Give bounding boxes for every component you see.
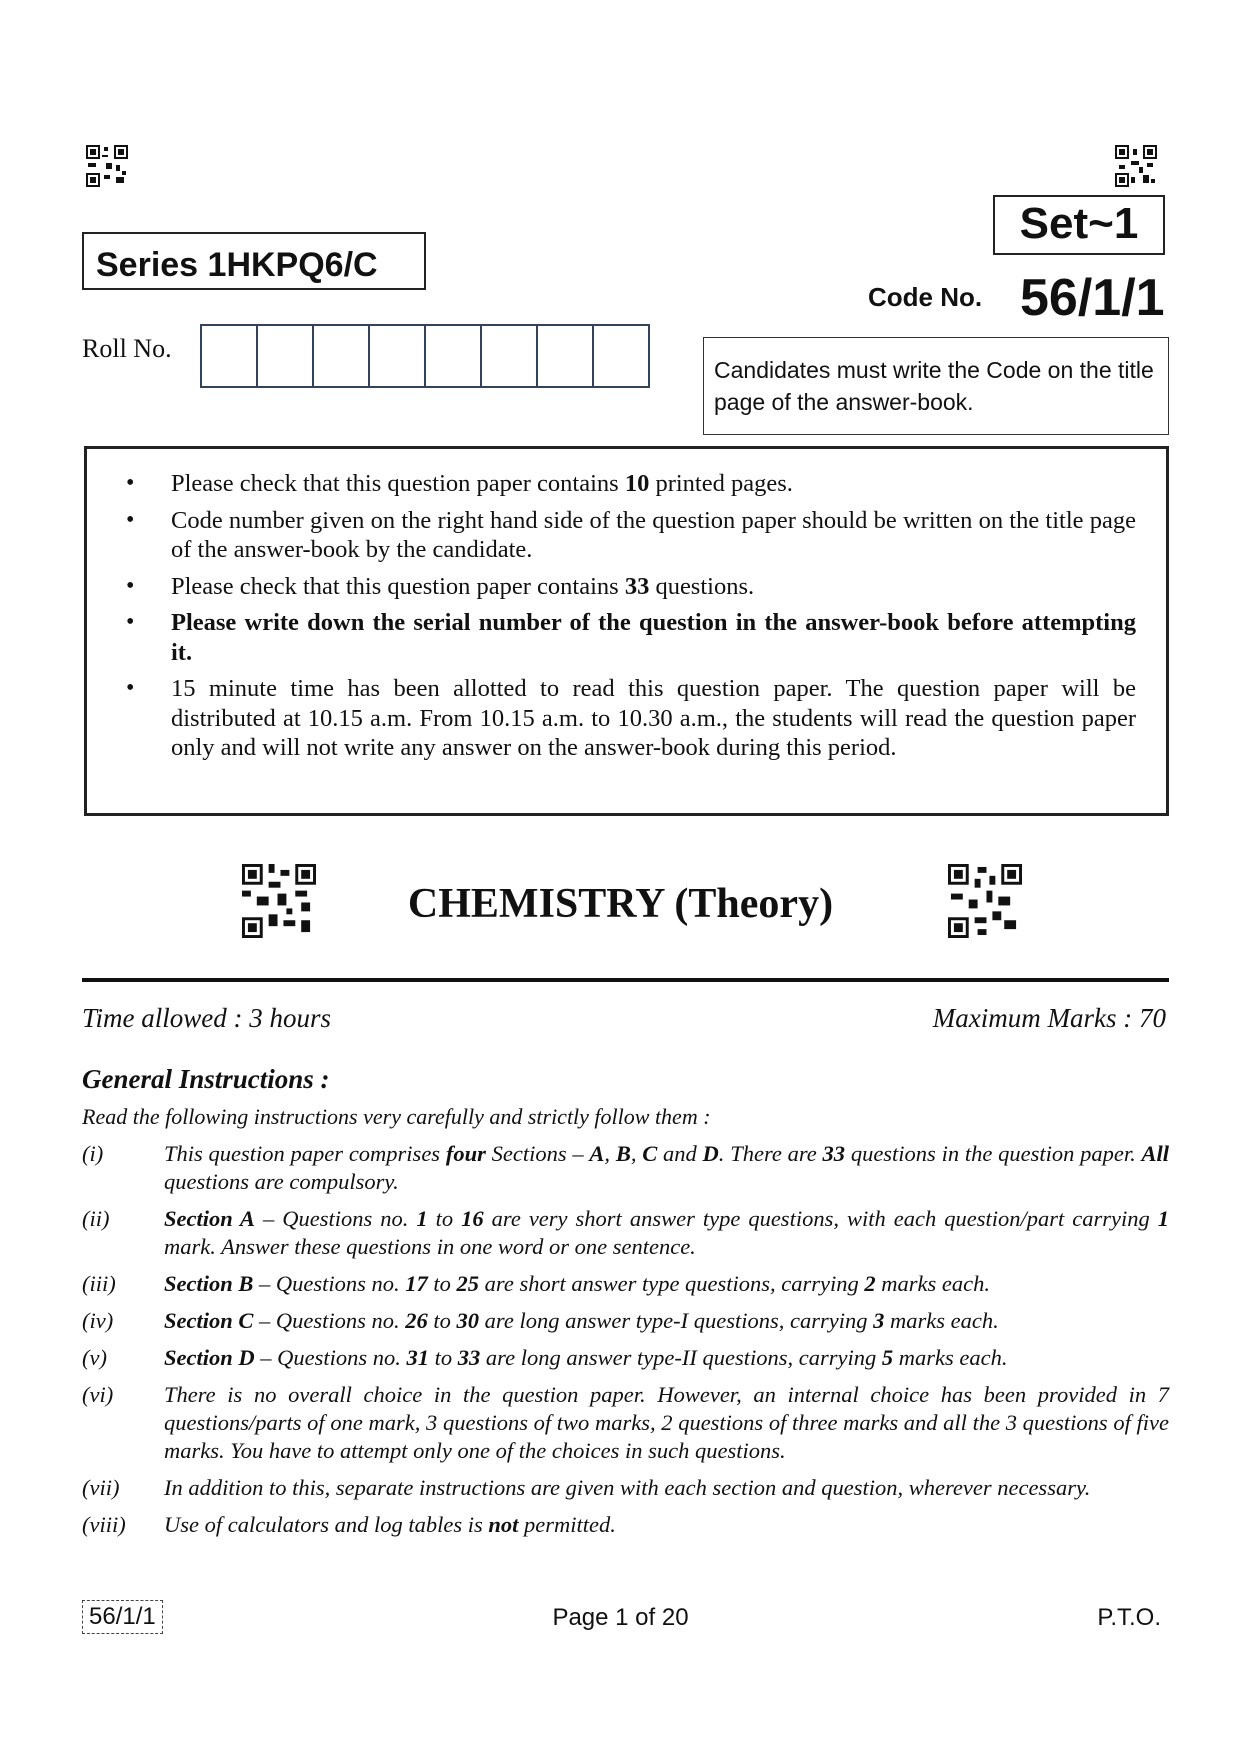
roll-number-box[interactable] (426, 326, 482, 386)
footer-code: 56/1/1 (82, 1600, 163, 1634)
checklist-item: • Please check that this question paper contains 33 questions. (171, 572, 1136, 602)
instruction-item (82, 1344, 1169, 1372)
time-allowed: Time allowed : 3 hours (82, 1003, 332, 1033)
checklist-item: • Please check that this question paper contains 10 printed pages. (171, 469, 1136, 499)
instruction-text: Section D – Questions no. 31 to 33 are long answer type-II questions, carrying 5 marks each. (164, 1345, 1008, 1370)
roll-label: Roll No. (82, 334, 172, 363)
roll-number-box[interactable] (370, 326, 426, 386)
instruction-number: (ii) (82, 1206, 110, 1231)
qr-code-subject-right (948, 864, 1022, 938)
qr-code-top-right (1115, 145, 1157, 187)
instruction-number: (vii) (82, 1475, 120, 1500)
qr-code-top-left (86, 145, 128, 187)
set-label: Set~1 (993, 195, 1165, 255)
subject-title: CHEMISTRY (Theory) (407, 881, 834, 927)
instruction-item (82, 1205, 1169, 1261)
roll-number-box[interactable] (594, 326, 648, 386)
instruction-text: Section C – Questions no. 26 to 30 are long answer type-I questions, carrying 3 marks each. (164, 1308, 999, 1333)
roll-number-boxes[interactable] (200, 324, 650, 388)
instruction-text: Section B – Questions no. 17 to 25 are short answer type questions, carrying 2 marks each. (164, 1271, 991, 1296)
instruction-number: (viii) (82, 1512, 126, 1537)
instruction-item (82, 1270, 1169, 1298)
instruction-number: (iii) (82, 1271, 116, 1296)
checklist-item: • Code number given on the right hand side of the question paper should be written on the title page of the answer-book by the candidate. (171, 506, 1136, 565)
checklist-item: • Please write down the serial number of the question in the answer-book before attempting it. (171, 608, 1136, 667)
instruction-text: This question paper comprises four Sections – A, B, C and D. There are 33 questions in the question paper. All questions are compulsory. (164, 1141, 1170, 1194)
page-number: Page 1 of 20 (552, 1604, 689, 1631)
checklist-item: • 15 minute time has been allotted to read this question paper. The question paper will be distributed at 10.15 a.m. From 10.15 a.m. to 10.30 a.m., the students will read the question paper only and will not write any answer on the answer-book during this period. (171, 674, 1136, 763)
general-instructions-list (82, 1140, 1169, 1548)
instruction-text: There is no overall choice in the question paper. However, an internal choice has been provided in 7 questions/parts of one mark, 3 questions of two marks, 2 questions of three marks and all the 3 questions of five marks. You have to attempt only one of the choices in such questions. (164, 1382, 1169, 1463)
instruction-number: (i) (82, 1141, 104, 1166)
instruction-item (82, 1474, 1169, 1502)
candidate-note: Candidates must write the Code on the title page of the answer-book. (703, 337, 1169, 435)
maximum-marks: Maximum Marks : 70 (932, 1003, 1166, 1033)
divider-rule (82, 978, 1169, 982)
instruction-number: (iv) (82, 1308, 114, 1333)
instruction-text: Section A – Questions no. 1 to 16 are very short answer type questions, with each question/part carrying 1 mark. Answer these questions in one word or one sentence. (164, 1206, 1169, 1259)
instruction-item (82, 1307, 1169, 1335)
checklist-box (84, 446, 1169, 816)
roll-number-box[interactable] (314, 326, 370, 386)
instruction-number: (v) (82, 1345, 107, 1370)
instruction-number: (vi) (82, 1382, 114, 1407)
instruction-item (82, 1381, 1169, 1465)
roll-number-box[interactable] (538, 326, 594, 386)
code-label: Code No. (868, 282, 983, 312)
general-instructions-intro: Read the following instructions very carefully and strictly follow them : (82, 1104, 711, 1129)
roll-number-box[interactable] (202, 326, 258, 386)
series-label: Series 1HKPQ6/C (82, 232, 426, 290)
general-instructions-heading: General Instructions : (82, 1064, 330, 1094)
pto-label: P.T.O. (1097, 1604, 1161, 1631)
roll-number-box[interactable] (258, 326, 314, 386)
instruction-text: Use of calculators and log tables is not permitted. (164, 1512, 616, 1537)
roll-number-box[interactable] (482, 326, 538, 386)
instruction-item (82, 1140, 1169, 1196)
instruction-item (82, 1511, 1169, 1539)
checklist (87, 469, 1166, 770)
code-value: 56/1/1 (1020, 269, 1165, 327)
instruction-text: In addition to this, separate instructions are given with each section and question, wherever necessary. (164, 1475, 1091, 1500)
